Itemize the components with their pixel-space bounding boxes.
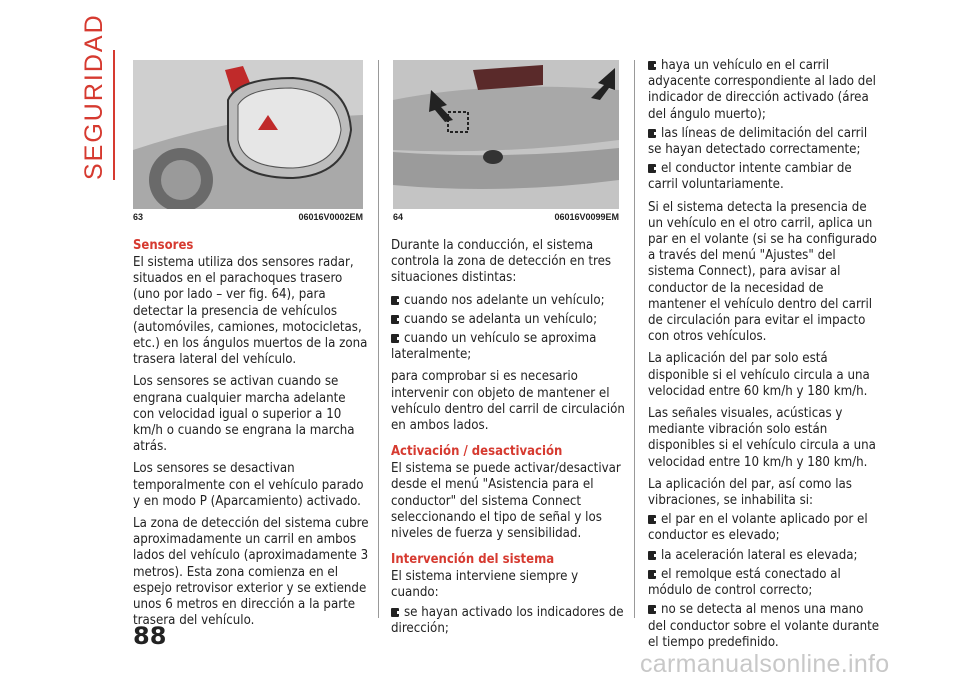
paragraph: El sistema utiliza dos sensores radar, situados en el parachoques trasero (uno por lado – ver fig. 64), para detectar la presencia de vehículos (automóviles, camiones, motocicletas, etc.) en los ángulos muertos de la zona trasera lateral del vehículo.: [133, 255, 368, 368]
column-divider: [378, 60, 379, 618]
section-title-rule: [113, 50, 115, 180]
checkbox-bullet-icon: [648, 129, 656, 138]
paragraph: Si el sistema detecta la presencia de un vehículo en el otro carril, aplica un par en el volante (si se ha configurado a través del menú "Ajustes" del sistema Connect), para avisar al conductor de la necesidad de mantener el vehículo dentro del carril de circulación para evitar el impacto con otros vehículos.: [648, 199, 877, 345]
list-item: cuando nos adelante un vehículo;: [391, 293, 627, 309]
list-item: la aceleración lateral es elevada;: [648, 548, 880, 564]
checkbox-bullet-icon: [648, 551, 656, 560]
paragraph: La aplicación del par, así como las vibraciones, se inhabilita si:: [648, 476, 852, 509]
list-item: el par en el volante aplicado por el conductor es elevado;: [648, 512, 868, 544]
watermark: carmanualsonline.info: [640, 650, 890, 678]
figure-number: 64: [393, 212, 404, 222]
figure-63-mirror: [133, 60, 363, 209]
paragraph: El sistema se puede activar/desactivar desde el menú "Asistencia para el conductor" del sistema Connect seleccionando el tipo de señal y los niveles de fuerza y sensibilidad.: [391, 461, 621, 542]
heading-sensores: Sensores: [133, 238, 194, 253]
list-item: el remolque está conectado al módulo de control correcto;: [648, 566, 841, 599]
list-item: cuando se adelanta un vehículo;: [391, 312, 627, 328]
figure-64-caption: [393, 212, 619, 222]
paragraph: La zona de detección del sistema cubre aproximadamente un carril en ambos lados del vehículo (aproximadamente 3 metros). Esta zona comienza en el espejo retrovisor exterior y se extiende unos 6 metros en dirección a la parte trasera del vehículo.: [133, 516, 369, 629]
heading-activacion: Activación / desactivación: [391, 444, 563, 460]
figure-code: 06016V0099EM: [554, 212, 619, 222]
list-item: las líneas de delimitación del carril se hayan detectado correctamente;: [648, 125, 868, 158]
mirror-illustration: [133, 60, 363, 209]
paragraph: Durante la conducción, el sistema controla la zona de detección en tres situaciones distintas:: [391, 238, 612, 286]
paragraph: El sistema interviene siempre y cuando:: [391, 569, 579, 601]
paragraph: Los sensores se desactivan temporalmente con el vehículo parado y en modo P (Aparcamiento) activado.: [133, 461, 364, 509]
list-item: no se detecta al menos una mano del conductor sobre el volante durante el tiempo predefinido.: [648, 602, 880, 650]
column-3: [648, 58, 880, 654]
checkbox-bullet-icon: [391, 608, 399, 617]
list-item: cuando un vehículo se aproxima lateralmente;: [391, 331, 597, 363]
paragraph: Los sensores se activan cuando se engrana cualquier marcha adelante con velocidad igual o superior a 10 km/h o cuando se engrana la marcha atrás.: [133, 374, 355, 455]
paragraph: Las señales visuales, acústicas y mediante vibración solo están disponibles si el vehículo circula a una velocidad entre 10 km/h y 180 km/h.: [648, 406, 876, 470]
checkbox-bullet-icon: [391, 296, 399, 305]
figure-number: 63: [133, 212, 144, 222]
list-item: el conductor intente cambiar de carril voluntariamente.: [648, 161, 852, 193]
figure-63-caption: [133, 212, 363, 222]
page-number: 88: [133, 622, 167, 650]
checkbox-bullet-icon: [648, 515, 656, 524]
checkbox-bullet-icon: [391, 315, 399, 324]
checkbox-bullet-icon: [648, 605, 656, 614]
checkbox-bullet-icon: [648, 570, 656, 579]
paragraph: La aplicación del par solo está disponible si el vehículo circula a una velocidad entre 60 km/h y 180 km/h.: [648, 351, 870, 399]
section-title: SEGURIDAD: [80, 13, 108, 180]
figure-code: 06016V0002EM: [298, 212, 363, 222]
column-1: [133, 238, 369, 635]
checkbox-bullet-icon: [648, 61, 656, 70]
checkbox-bullet-icon: [648, 164, 656, 173]
list-item: se hayan activado los indicadores de dirección;: [391, 604, 624, 636]
bumper-illustration: [393, 60, 619, 209]
list-item: haya un vehículo en el carril adyacente correspondiente al lado del indicador de dirección activado (área del ángulo muerto);: [648, 58, 876, 122]
column-divider: [634, 60, 635, 618]
checkbox-bullet-icon: [391, 334, 399, 343]
heading-intervencion: Intervención del sistema: [391, 552, 555, 568]
column-2: [391, 238, 627, 640]
figure-64-rear-bumper: [393, 60, 619, 209]
paragraph: para comprobar si es necesario intervenir con objeto de mantener el vehículo dentro del carril de circulación en ambos lados.: [391, 369, 625, 434]
